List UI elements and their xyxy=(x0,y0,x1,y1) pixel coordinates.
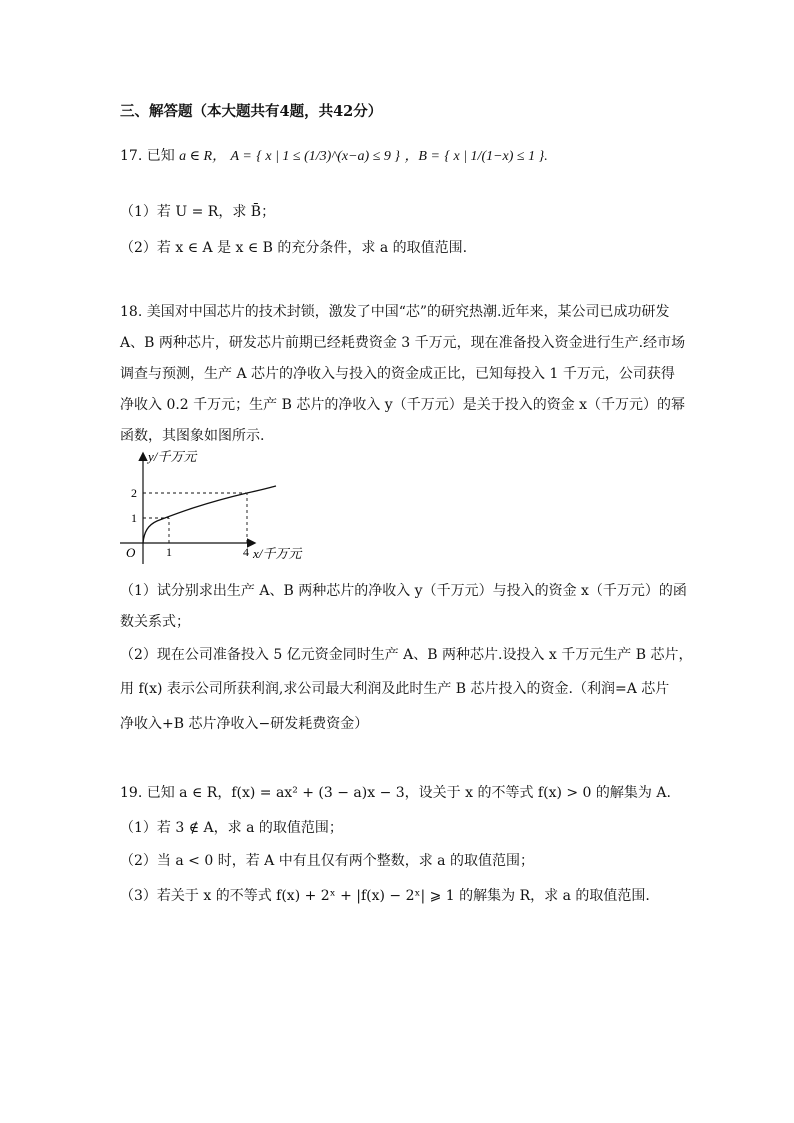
q17-set-b-label: ，B = xyxy=(404,149,440,164)
q18-part1-line1: （1）试分别求出生产 A、B 两种芯片的净收入 y（千万元）与投入的资金 x（千万元）的函 xyxy=(120,583,687,599)
q18-line2: A、B 两种芯片，研发芯片前期已经耗费资金 3 千万元，现在准备投入资金进行生产.经市场 xyxy=(120,335,686,351)
y-axis-label: y/千万元 xyxy=(148,449,197,464)
function-curve xyxy=(143,486,276,543)
q17-a-in-r: a ∈ R， xyxy=(179,149,227,164)
q19-part2: （2）当 a < 0 时，若 A 中有且仅有两个整数，求 a 的取值范围； xyxy=(120,853,534,869)
q17-stem xyxy=(120,146,548,167)
power-function-graph xyxy=(116,448,316,566)
q18-line1: 18. 美国对中国芯片的技术封锁，激发了中国“芯”的研究热潮.近年来，某公司已成功研发 xyxy=(120,304,670,320)
q18-line5: 函数，其图象如图所示. xyxy=(120,428,265,444)
q19-stem: 19. 已知 a ∈ R，f(x) = ax² + (3 − a)x − 3，设关于 x 的不等式 f(x) > 0 的解集为 A. xyxy=(120,785,671,801)
q18-part1-line2: 数关系式； xyxy=(120,614,190,630)
q18-part2-line3: 净收入+B 芯片净收入−研发耗费资金） xyxy=(120,716,369,732)
q17-number: 17. xyxy=(120,148,143,164)
q17-set-b-body: { x | 1/(1−x) ≤ 1 }. xyxy=(444,149,548,164)
y-tick-1: 1 xyxy=(131,511,137,525)
q19-part3: （3）若关于 x 的不等式 f(x) + 2ˣ + |f(x) − 2ˣ| ⩾ 1 的解集为 R，求 a 的取值范围. xyxy=(120,888,650,904)
y-tick-2: 2 xyxy=(131,486,137,500)
section-title: 三、解答题（本大题共有4题，共42分） xyxy=(120,103,383,120)
q17-set-a-label: A = xyxy=(230,149,252,164)
q18-part2-line1: （2）现在公司准备投入 5 亿元资金同时生产 A、B 两种芯片.设投入 x 千万元生产 B 芯片， xyxy=(120,647,693,663)
q18-line4: 净收入 0.2 千万元；生产 B 芯片的净收入 y（千万元）是关于投入的资金 x（千万元）的幂 xyxy=(120,397,686,413)
x-axis-label: x/千万元 xyxy=(253,546,302,561)
q17-stem-prefix: 已知 xyxy=(146,148,175,164)
q18-part2-line2: 用 f(x) 表示公司所获利润,求公司最大利润及此时生产 B 芯片投入的资金.（利润=A 芯片 xyxy=(120,681,670,697)
q17-part2: （2）若 x ∈ A 是 x ∈ B 的充分条件，求 a 的取值范围. xyxy=(120,240,468,256)
q17-part1: （1）若 U = R，求 B̄； xyxy=(120,204,276,220)
q18-line3: 调查与预测，生产 A 芯片的净收入与投入的资金成正比，已知每投入 1 千万元，公司获得 xyxy=(120,366,675,382)
q17-set-a-body: { x | 1 ≤ (1/3)^(x−a) ≤ 9 } xyxy=(256,149,400,164)
x-tick-1: 1 xyxy=(166,545,172,559)
origin-label: O xyxy=(126,545,136,560)
x-tick-4: 4 xyxy=(243,545,249,559)
q19-part1: （1）若 3 ∉ A，求 a 的取值范围； xyxy=(120,820,343,836)
